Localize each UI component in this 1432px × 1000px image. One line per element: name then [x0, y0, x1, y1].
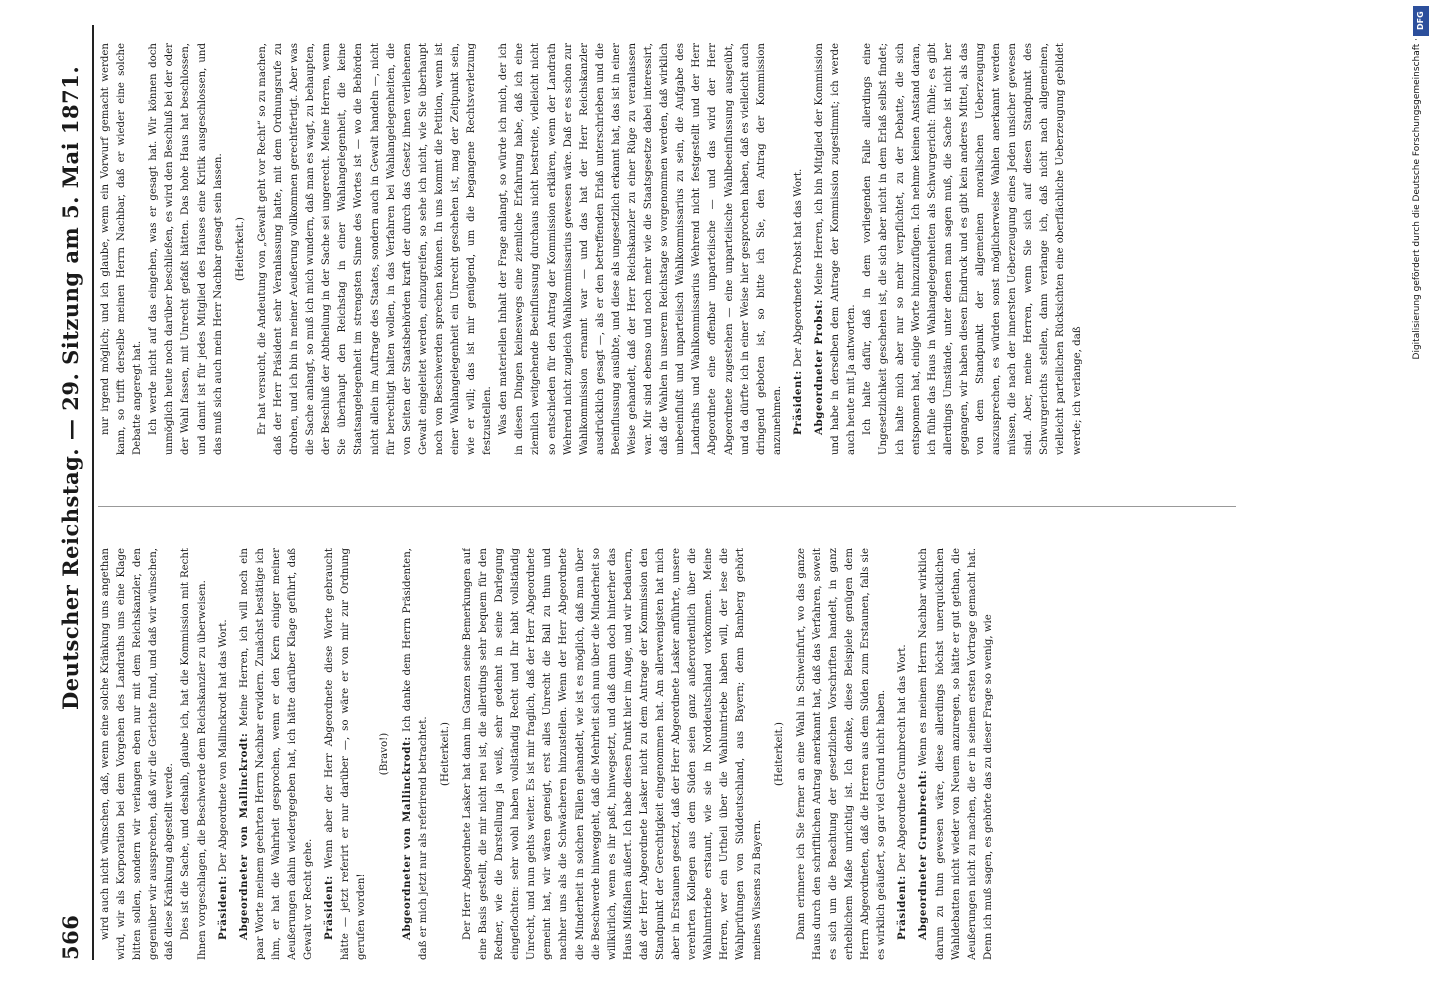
dfg-logo: DFG [1413, 6, 1429, 36]
dfg-credit-text: Digitalisierung gefördert durch die Deutsche Forschungsgemeinschaft · [1412, 38, 1422, 360]
body-paragraph: wird auch nicht wünschen, daß, wenn eine solche Kränkung uns angethan wird, wir als Korporation bei dem Vorgehen des Landraths uns eine Klage bitten sollen, sondern wir verlangen eben nur mit dem Reichskanzler, den gegenüber wir aussprechen, daß wir die Gerichte fund, und daß wir wünschen, daß diese Kränkung abgestellt werde. [100, 548, 176, 960]
speaker-name: Präsident: [791, 370, 804, 435]
page-header [58, 25, 92, 960]
speaker-paragraph: Präsident: Der Abgeordnete von Mallinckrodt hat das Wort. [216, 619, 229, 940]
body-paragraph: Er hat versucht, die Andeutung von „Gewalt geht vor Recht“ so zu machen, daß der Herr Präsident sehr Veranlassung hatte, mit dem Ordnungsrufe zu drohen, und ich bin in meiner Aeußerung vollkommen gerechtfertigt. Aber was die Sache anlangt, so muß ich mich wundern, daß man es wagt, zu behaupten, der Beschluß der Abtheilung in der Sache sei ungerecht. Meine Herren, wenn Sie überhaupt den Reichstag in einer Wahlangelegenheit, die keine Staatsangelegenheit im strengsten Sinne des Wortes ist — wo die Behörden nicht allein im Auftrage des Staates, sondern auch in Gewalt handeln —, nicht für berechtigt halten wollen, in das Verfahren bei Wahlangelegenheiten, die von Seiten der Staatsbehörden kraft der durch das Gesetz ihnen verliehenen Gewalt eingeleitet werden, einzugreifen, so sehe ich nicht, wie Sie überhaupt noch von Beschwerden sprechen können. In uns kommt die Petition, wenn ist einer Wahlangelegenheit ein Unrecht geschehen ist, mag der Zeitpunkt sein, wie er will; das ist mir genügend, um die begangene Rechtsverletzung festzustellen. [256, 43, 494, 455]
speaker-name: Präsident: [896, 875, 909, 940]
speaker-paragraph: Präsident: Wenn aber der Herr Abgeordnete diese Worte gebraucht hätte — jetzt referirt er nur darüber —, so wäre er von mir zur Ordnung gerufen worden! [323, 548, 368, 960]
text-column-left [98, 548, 1236, 960]
speaker-paragraph: Abgeordneter Probst: Meine Herren, ich bin Mitglied der Kommission und habe in derselben dem Antrage der Kommission zugestimmt; ich werde auch heute mit Ja antworten. [813, 43, 858, 455]
speaker-name: Abgeordneter Probst: [813, 299, 826, 435]
speaker-paragraph: Abgeordneter von Mallinckrodt: Ich danke dem Herrn Präsidenten, daß er mich jetzt nur als referirend betrachtet. [400, 548, 429, 960]
interjection: (Heiterkeit.) [439, 722, 451, 786]
body-paragraph: Was den materiellen Inhalt der Frage anlangt, so würde ich mich, der ich in diesen Dingen keineswegs eine ziemliche Erfahrung habe, daß ich eine ziemlich weitgehende Beeinflussung durchaus nicht bestreite, vielleicht nicht so entschieden für den Antrag der Kommission erklären, wenn der Landrath Wehrend nicht zugleich Wahlkommissarius gewesen wäre. Daß er es schon zur Wahlkommission ernannt war — und das hat der Herr Reichskanzler ausdrücklich gesagt —, als er den betreffenden Erlaß unterschrieben und die Beeinflussung ausübte, und diese als ungesetzlich erkannt hat, das ist in einer Weise gehandelt, daß der Herr Reichskanzler zu einer Rüge zu veranlassen war. Mir sind ebenso und noch mehr wie die Staatsgesetze dabei interessirt, daß die Wahlen in unserem Reichstage so vorgenommen werden, daß wirklich unbeeinflußt und unparteiisch Wahlkommissarius zu sein, die Aufgabe des Landraths und Wahlkommissarius Wehrend nicht festgestellt und der Herr Abgeordnete eine offenbar unparteiische — und das wird der Herr Abgeordnete zugestehen — eine unparteiische Wahlbeeinflussung ausgeübt, und da dürfte ich in einer Weise hier gesprochen haben, daß es vielleicht auch dringend geboten ist, so bitte ich Sie, den Antrag der Kommission anzunehmen. [498, 43, 783, 455]
speaker-name: Abgeordneter von Mallinckrodt: [400, 736, 413, 940]
speaker-name: Abgeordneter von Mallinckrodt: [237, 732, 250, 940]
speaker-paragraph: Präsident: Der Abgeordnete Grumbrecht hat das Wort. [896, 644, 909, 940]
speaker-name: Präsident: [216, 875, 229, 940]
body-paragraph: Ich halte dafür, daß in dem vorliegenden Falle allerdings eine Ungesetzlichkeit geschehen ist, die sich aber nicht in dem Erlaß selbst findet; ich halte mich aber nur so mehr verpflichtet, zu der Debatte, die sich entsponnen hat, einige Worte hinzuzufügen. Ich nehme keinen Anstand daran, ich fühle das Haus in Wahlangelegenheiten als Schwurgericht: fühle; es gibt allerdings Umstände, unter denen man sagen muß, die Sache ist nicht her gegangen, wir haben diesen Eindruck und es gibt kein anderes Mittel, als das von dem Standpunkt der allgemeinen moralischen Ueberzeugung auszusprechen, es würden sonst möglicherweise Wahlen anerkannt werden müssen, die nach der innersten Ueberzeugung eines Jeden unsicher gewesen sind. Aber, meine Herren, wenn Sie sich auf diesen Standpunkt des Schwurgerichts stellen, dann verlange ich, daß nicht nach allgemeinen, vielleicht parteilichen Rücksichten eine oberflächliche Ueberzeugung gebildet werde; ich verlange, daß [862, 43, 1083, 455]
interjection: (Heiterkeit.) [773, 722, 785, 786]
header-rule [92, 25, 94, 960]
speaker-paragraph: Präsident: Der Abgeordnete Probst hat das Wort. [791, 168, 804, 435]
speaker-paragraph: Abgeordneter von Mallinckrodt: Meine Herren, ich will noch ein paar Worte meinem geehrten Herrn Nachbar erwidern. Zunächst bestätige ich ihm, er hat die Wahrheit gesprochen, wenn er den Kern einiger meiner Aeußerungen dahin wiedergegeben hat, ich hätte darüber Klage geführt, daß Gewalt vor Recht gehe. [237, 548, 315, 960]
speaker-paragraph: Abgeordneter Grumbrecht: Wenn es meinem Herrn Nachbar wirklich darum zu thun gewesen wäre, diese allerdings höchst unerquicklichen Wahldebatten nicht wieder von Neuem anzuregen, so hätte er gut gethan, die Aeußerungen nicht zu machen, die er in seinem ersten Vortrage gemacht hat. Denn ich muß sagen, es gehörte das zu dieser Frage so wenig, wie [917, 548, 994, 960]
speaker-name: Abgeordneter Grumbrecht: [917, 769, 930, 940]
body-paragraph: Dies ist die Sache, und deshalb, glaube ich, hat die Kommission mit Recht Ihnen vorgeschlagen, die Beschwerde dem Reichskanzler zu überweisen. [180, 548, 208, 960]
column-divider [98, 506, 1236, 507]
body-paragraph: Der Herr Abgeordnete Lasker hat dann im Ganzen seine Bemerkungen auf eine Basis gestellt, die mir nicht neu ist, die allerdings sehr bequem für den Redner, wie die Darstellung ja weiß, sehr gedehnt in seine Darlegung eingeflochten: sehr wohl haben vollständig Recht und Ihr habt vollständig Unrecht, und nun gehts weiter. Es ist mir fraglich, daß der Herr Abgeordnete gemeint hat, wir wären geneigt, erst alles Unrecht die Ball zu thun und nachher uns als die Schwächeren hinzustellen. Wenn der Herr Abgeordnete die Minderheit in solchen Fällen gehandelt, wie ist es möglich, daß man über die Beschwerde hinweggeht, daß die Mehrheit sich nun über die Minderheit so willkürlich, wenn es ihr paßt, hinwegsetzt, und daß dann doch hinterher das Haus Mißfallen äußert. Ich habe diesen Punkt hier im Auge, und wir bedauern, daß der Herr Abgeordnete Lasker nicht zu dem Antrage der Kommission den Standpunkt der Gerechtigkeit eingenommen hat. Am allerwenigsten hat mich aber in Erstaunen gesetzt, daß der Herr Abgeordnete Lasker anführte, unsere verehrten Kollegen aus dem Süden seien ganz außerordentlich über die Wahlumtriebe erstaunt, wie sie in Norddeutschland vorkommen. Meine Herren, wer ein Urtheil über die Wahlumtriebe haben will, der lese die Wahlprüfungen von Süddeutschland, aus Bayern; denn Bamberg gehört meines Wissens zu Bayern. [461, 548, 763, 960]
text-column-right [98, 43, 1236, 455]
interjection: (Bravo!) [378, 732, 390, 776]
interjection: (Heiterkeit.) [234, 217, 246, 281]
body-paragraph: nur irgend möglich; und ich glaube, wenn ein Vorwurf gemacht werden kann, so trifft derselbe meinen Herrn Nachbar, daß er wieder eine solche Debatte angeregt hat. [100, 43, 144, 455]
running-title: Deutscher Reichstag. — 29. Sitzung am 5. Mai 1871. [58, 65, 83, 710]
body-paragraph: Dann erinnere ich Sie ferner an eine Wahl in Schweinfurt, wo das ganze Haus durch den schriftlichen Antrag anerkannt hat, daß das Verfahren, soweit es sich um die Beachtung der gesetzlichen Vorschriften handelt, in ganz erheblichem Maße unrichtig ist. Ich denke, diese Beispiele genügen dem Herrn Abgeordneten, daß die Herren aus dem Süden zum Erstaunen, falls sie es wirklich geäußert, so gar viel Grund nicht haben. [795, 548, 888, 960]
speaker-name: Präsident: [323, 875, 336, 940]
dfg-banner [1410, 0, 1432, 1000]
body-paragraph: Ich werde nicht auf das eingehen, was er gesagt hat. Wir können doch unmöglich heute noch darüber beschließen, es wird den Beschluß bei der oder der Wahl fassen, mit Unrecht gefaßt hätten. Das hohe Haus hat beschlossen, und damit ist für jedes Mitglied des Hauses eine Kritik ausgeschlossen, und das muß sich auch mein Herr Nachbar gesagt sein lassen. [148, 43, 224, 455]
page-number: 566 [58, 914, 83, 960]
